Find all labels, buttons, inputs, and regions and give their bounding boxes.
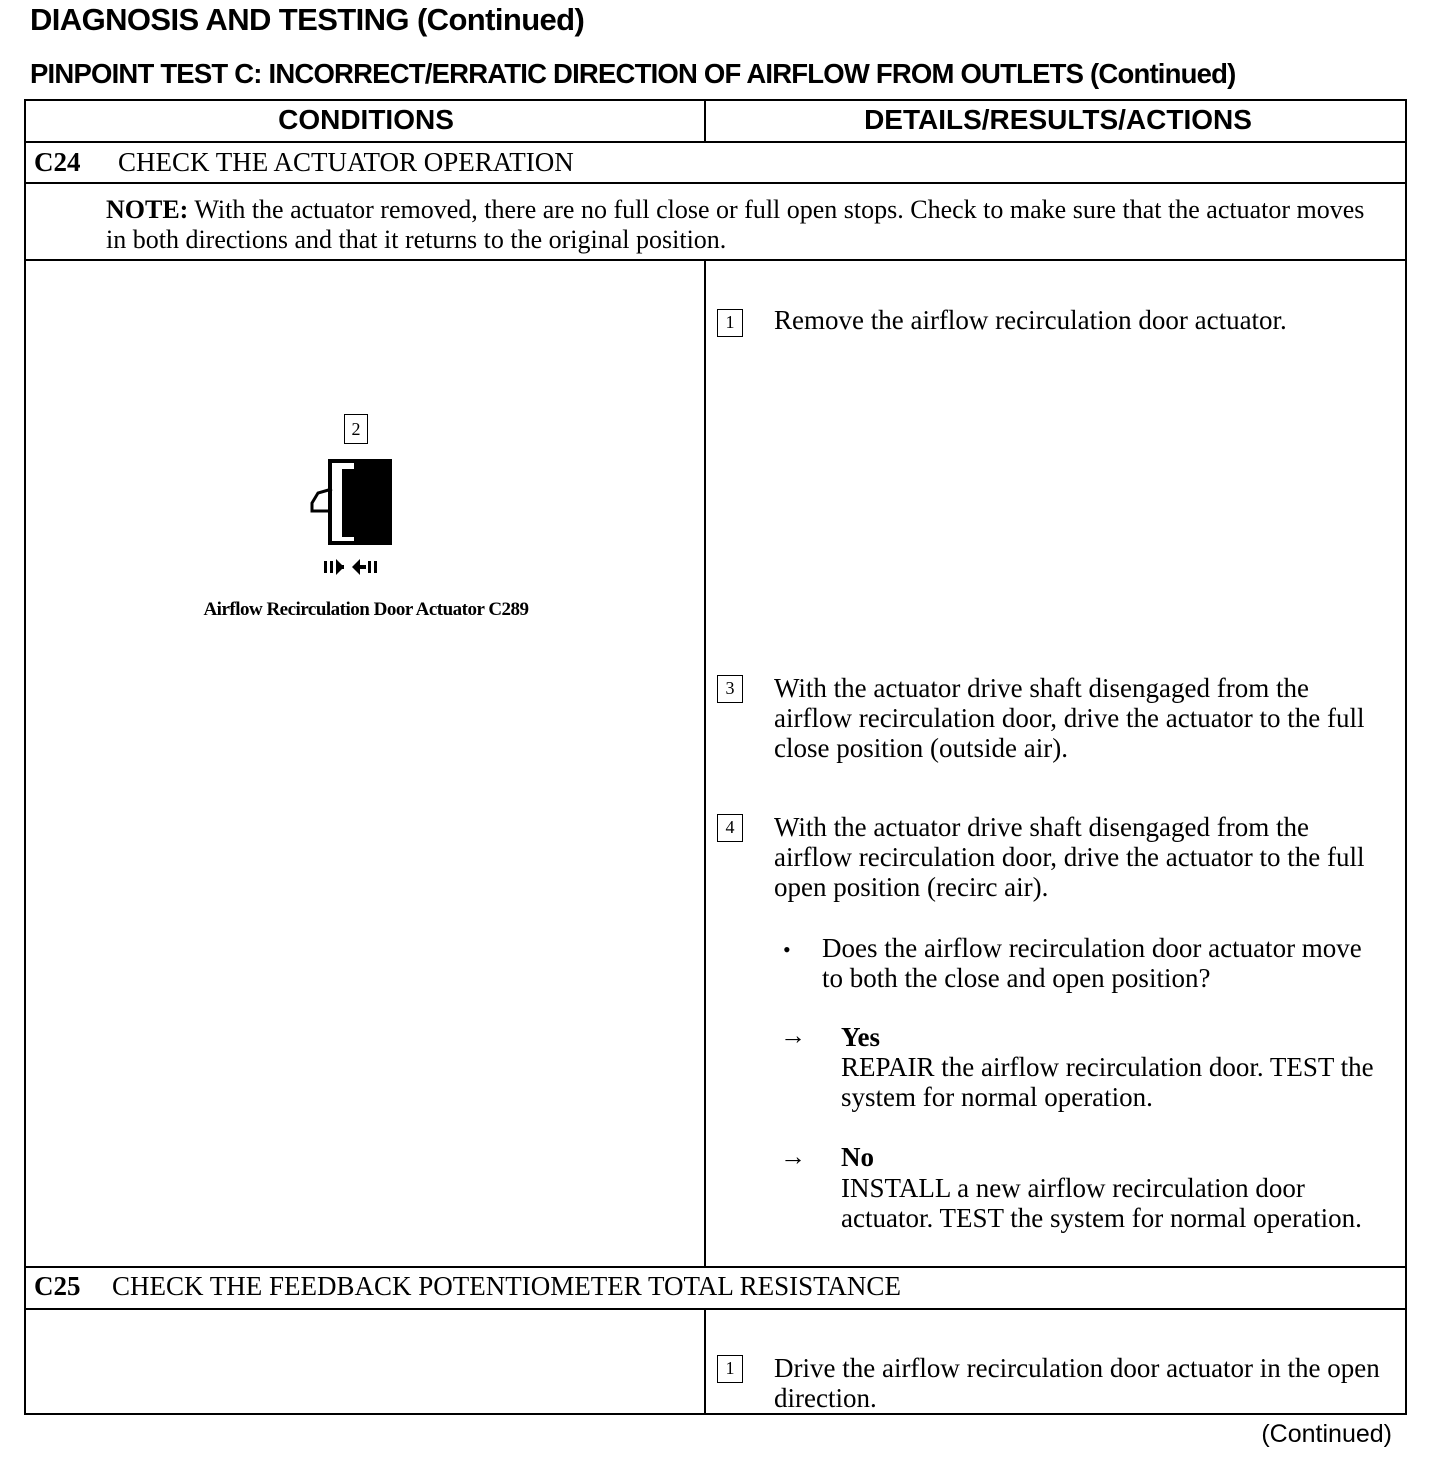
figure-caption: Airflow Recirculation Door Actuator C289 <box>203 599 529 620</box>
step-text: Remove the airflow recirculation door actuator. <box>774 305 1287 335</box>
note-label: NOTE: <box>106 195 189 224</box>
yes-action: REPAIR the airflow recirculation door. TEST the system for normal operation. <box>841 1052 1374 1112</box>
figure-step-number: 2 <box>344 414 368 444</box>
yes-label: Yes <box>841 1022 880 1052</box>
c25-col-divider <box>704 1308 706 1415</box>
c24-col-divider <box>704 259 706 1266</box>
c24-title-divider <box>26 182 1405 184</box>
page-title: DIAGNOSIS AND TESTING (Continued) <box>30 2 585 37</box>
note-divider <box>26 259 1405 261</box>
header-divider <box>26 141 1405 143</box>
c25-title: CHECK THE FEEDBACK POTENTIOMETER TOTAL RESISTANCE <box>112 1271 901 1301</box>
pinpoint-test-title: PINPOINT TEST C: INCORRECT/ERRATIC DIRECTION OF AIRFLOW FROM OUTLETS (Continued) <box>30 58 1236 89</box>
c24-title-row <box>34 147 574 178</box>
step-number: 4 <box>717 814 743 842</box>
question-text: Does the airflow recirculation door actuator move to both the close and open position? <box>822 933 1362 993</box>
conditions-header: CONDITIONS <box>278 104 454 135</box>
actuator-icon <box>304 455 400 579</box>
c25-title-row <box>34 1271 901 1302</box>
details-header: DETAILS/RESULTS/ACTIONS <box>864 104 1252 135</box>
note-text: With the actuator removed, there are no full close or full open stops. Check to make sure that the actuator moves in both directions and that it returns to the original position. <box>106 195 1365 254</box>
arrow-right-icon: → <box>780 1021 806 1050</box>
arrow-right-icon: → <box>780 1142 806 1171</box>
step-number: 1 <box>717 309 743 337</box>
no-label: No <box>841 1142 874 1172</box>
no-action: INSTALL a new airflow recirculation door actuator. TEST the system for normal operation. <box>841 1173 1362 1233</box>
step-text: Drive the airflow recirculation door actuator in the open direction. <box>774 1353 1380 1413</box>
c24-end-divider <box>26 1266 1405 1268</box>
step-number: 3 <box>717 675 743 703</box>
c24-code: C24 <box>34 147 81 177</box>
step-text: With the actuator drive shaft disengaged from the airflow recirculation door, drive the actuator to the full open position (recirc air). <box>774 812 1365 902</box>
diagnostic-table <box>24 99 1407 1415</box>
c25-title-divider <box>26 1308 1405 1310</box>
bullet-icon: • <box>783 937 791 962</box>
c24-note <box>106 195 1386 255</box>
step-number: 1 <box>717 1355 743 1383</box>
c24-title: CHECK THE ACTUATOR OPERATION <box>118 147 574 177</box>
continued-label: (Continued) <box>1261 1420 1392 1448</box>
step-text: With the actuator drive shaft disengaged from the airflow recirculation door, drive the actuator to the full close position (outside air). <box>774 673 1365 763</box>
c25-code: C25 <box>34 1271 81 1301</box>
